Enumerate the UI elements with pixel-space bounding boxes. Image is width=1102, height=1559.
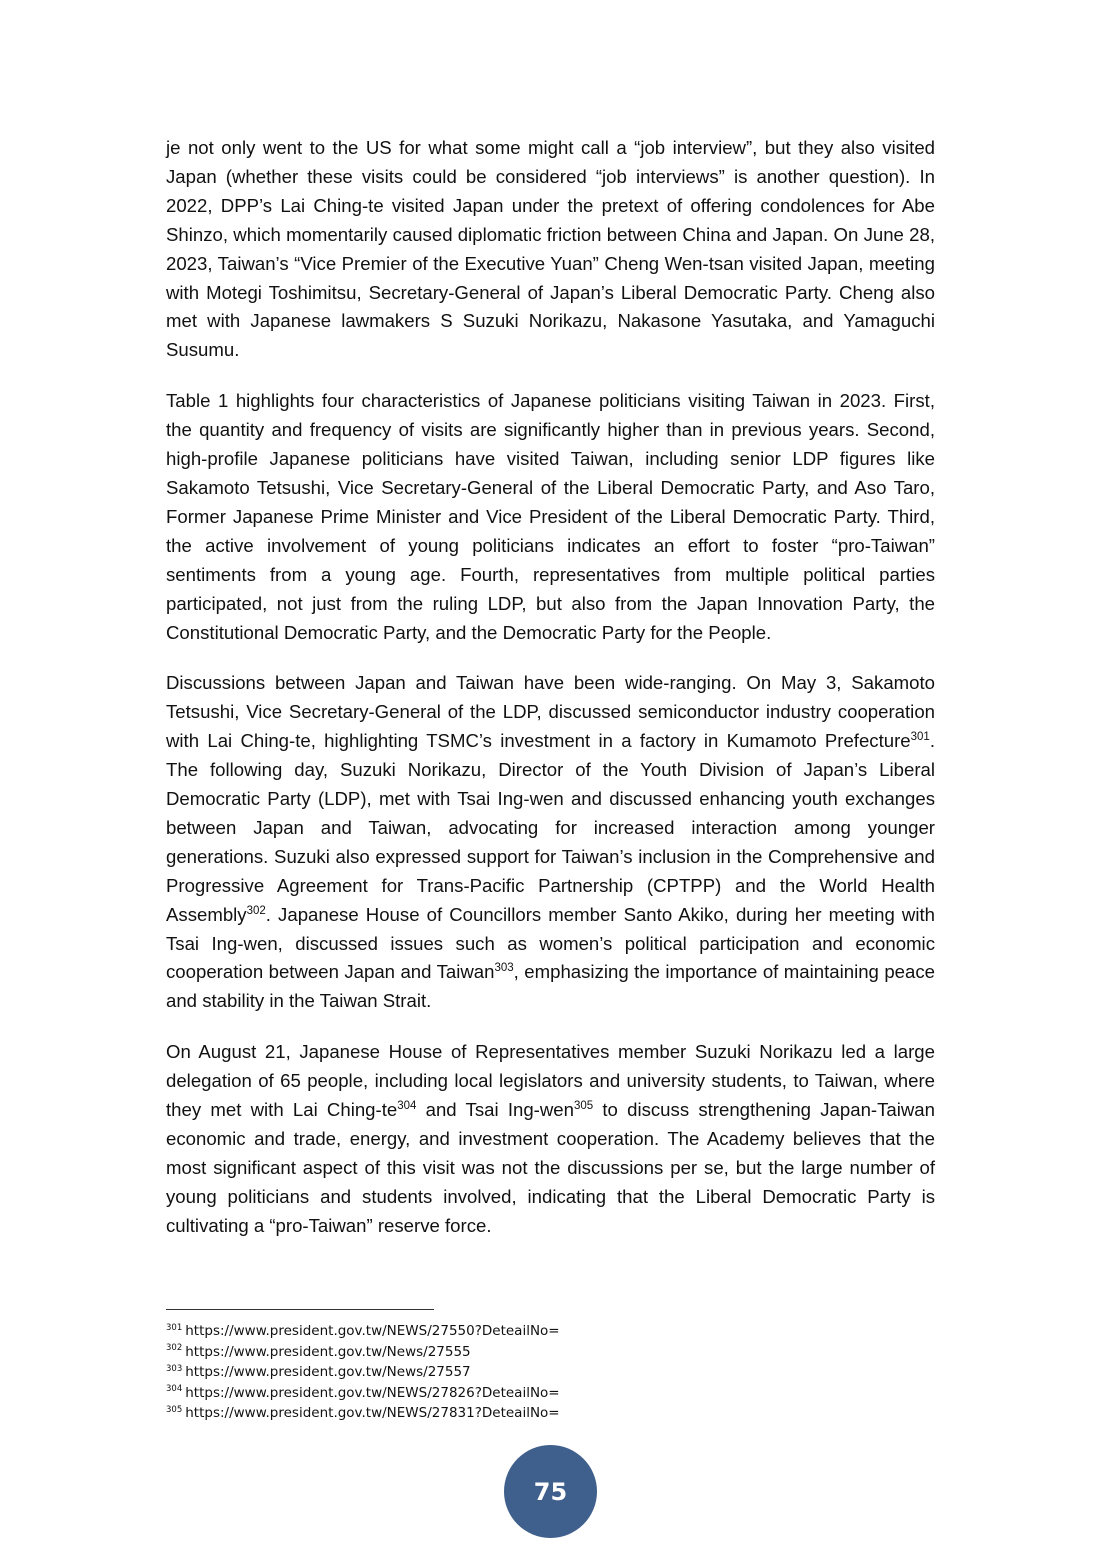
footnote-302	[166, 1342, 935, 1363]
footnote-304	[166, 1383, 935, 1404]
paragraph-2	[166, 387, 935, 647]
footnote-305	[166, 1403, 935, 1424]
paragraph-text: Discussions between Japan and Taiwan have been wide-ranging. On May 3, Sakamoto Tetsushi, Vice Secretary-General of the LDP, discussed semiconductor industry cooperation with Lai Ching-te, highlighting TSMC’s investment in a factory in Kumamoto Prefecture	[166, 672, 935, 752]
footnote-301	[166, 1321, 935, 1342]
footnote-link[interactable]: https://www.president.gov.tw/News/27557	[185, 1364, 471, 1381]
paragraph-text: to discuss strengthening Japan-Taiwan economic and trade, energy, and investment cooperation. The Academy believes that the most significant aspect of this visit was not the discussions per se, but the large number of young politicians and students involved, indicating that the Liberal Democratic Party is cultivating a “pro-Taiwan” reserve force.	[166, 1099, 935, 1236]
paragraph-1	[166, 134, 935, 365]
footnote-link[interactable]: https://www.president.gov.tw/News/27555	[185, 1343, 471, 1360]
paragraph-text: . The following day, Suzuki Norikazu, Director of the Youth Division of Japan’s Liberal Democratic Party (LDP), met with Tsai Ing-wen and discussed enhancing youth exchanges between Japan and Taiwan, advocating for increased interaction among younger generations. Suzuki also expressed support for Taiwan’s inclusion in the Comprehensive and Progressive Agreement for Trans-Pacific Partnership (CPTPP) and the World Health Assembly	[166, 730, 935, 925]
paragraph-text: . Japanese House of Councillors member Santo Akiko, during her meeting with Tsai Ing-wen, discussed issues such as women’s political participation and economic cooperation between Japan and Taiwan	[166, 903, 935, 983]
footnote-ref-303[interactable]: 303	[494, 962, 514, 975]
footnote-ref-304[interactable]: 304	[397, 1099, 417, 1112]
footnote-link[interactable]: https://www.president.gov.tw/NEWS/27550?DeteailNo=	[185, 1323, 560, 1339]
footnote-link[interactable]: https://www.president.gov.tw/NEWS/27831?DeteailNo=	[185, 1405, 560, 1422]
footnote-303	[166, 1362, 935, 1383]
footnote-number: 302	[166, 1343, 183, 1354]
footnote-number: 303	[166, 1363, 183, 1374]
paragraph-4	[166, 1038, 935, 1240]
paragraph-text: Table 1 highlights four characteristics of Japanese politicians visiting Taiwan in 2023. First, the quantity and frequency of visits are significantly higher than in previous years. Second, high-profile Japanese politicians have visited Taiwan, including senior LDP figures like Sakamoto Tetsushi, Vice Secretary-General of the Liberal Democratic Party, and Aso Taro, Former Japanese Prime Minister and Vice President of the Liberal Democratic Party. Third, the active involvement of young politicians indicates an effort to foster “pro-Taiwan” sentiments from a young age. Fourth, representatives from multiple political parties participated, not just from the ruling LDP, but also from the Japan Innovation Party, the Constitutional Democratic Party, and the Democratic Party for the People.	[166, 390, 935, 643]
footnote-ref-302[interactable]: 302	[246, 904, 266, 917]
footnote-link[interactable]: https://www.president.gov.tw/NEWS/27826?DeteailNo=	[185, 1384, 560, 1401]
paragraph-text: , emphasizing the importance of maintaining peace and stability in the Taiwan Strait.	[166, 961, 935, 1012]
footnote-number: 304	[166, 1384, 183, 1395]
footnote-ref-305[interactable]: 305	[573, 1099, 594, 1112]
footnote-divider	[166, 1309, 434, 1310]
paragraph-3	[166, 669, 935, 1016]
footnote-ref-301[interactable]: 301	[910, 731, 930, 744]
page-number: 75	[533, 1477, 568, 1506]
body-text	[166, 134, 935, 1263]
footnote-number: 301	[166, 1322, 183, 1333]
page-number-badge	[504, 1445, 597, 1538]
footnote-number: 305	[166, 1404, 183, 1415]
paragraph-text: On August 21, Japanese House of Representatives member Suzuki Norikazu led a large delegation of 65 people, including local legislators and university students, to Taiwan, where they met with Lai Ching-te	[166, 1041, 935, 1121]
paragraph-text: and Tsai Ing-wen	[416, 1099, 574, 1121]
footnotes	[166, 1321, 935, 1424]
paragraph-text: je not only went to the US for what some might call a “job interview”, but they also visited Japan (whether these visits could be considered “job interviews” is another question). In 2022, DPP’s Lai Ching-te visited Japan under the pretext of offering condolences for Abe Shinzo, which momentarily caused diplomatic friction between China and Japan. On June 28, 2023, Taiwan’s “Vice Premier of the Executive Yuan” Cheng Wen-tsan visited Japan, meeting with Motegi Toshimitsu, Secretary-General of Japan’s Liberal Democratic Party. Cheng also met with Japanese lawmakers S Suzuki Norikazu, Nakasone Yasutaka, and Yamaguchi Susumu.	[166, 137, 935, 361]
